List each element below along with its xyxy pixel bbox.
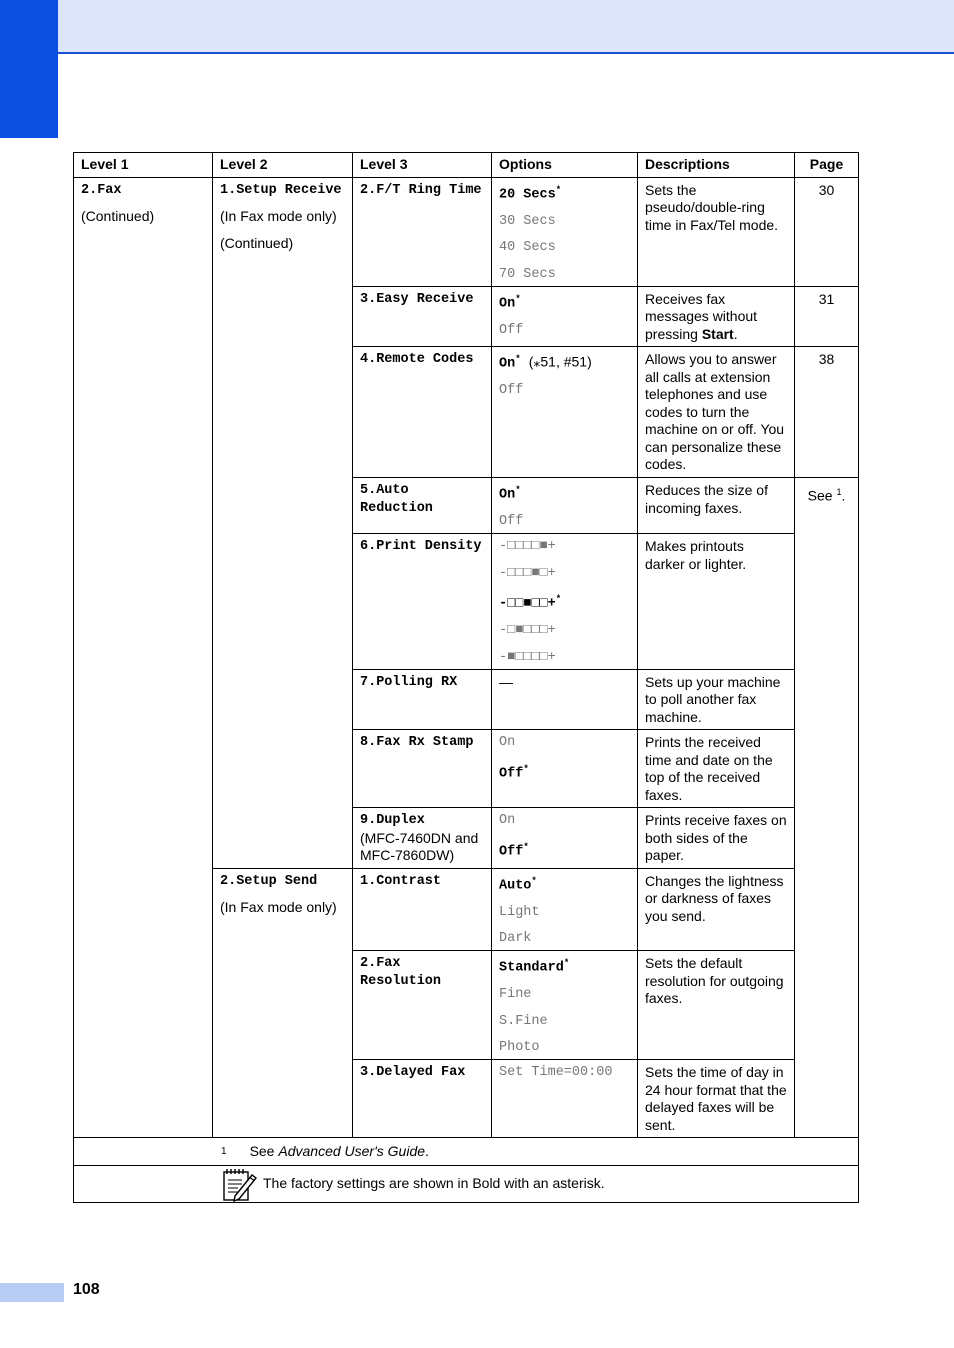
description-cell: Sets the time of day in 24 hour format that the delayed faxes will be sent. bbox=[638, 1060, 795, 1138]
level2-cell bbox=[213, 177, 353, 868]
level3-cell bbox=[353, 478, 492, 534]
options-cell bbox=[492, 478, 638, 534]
option: Off bbox=[499, 514, 524, 529]
page-see-label: See bbox=[807, 487, 833, 504]
level2-name: 1.Setup Receive bbox=[220, 182, 342, 198]
description-cell: Prints the received time and date on the top of the received faxes. bbox=[638, 730, 795, 808]
option-default bbox=[499, 955, 630, 977]
page-cell: 30 bbox=[795, 177, 859, 286]
level3-cell bbox=[353, 1060, 492, 1138]
default-asterisk: * bbox=[523, 763, 529, 774]
level3-name: 3.Delayed Fax bbox=[360, 1065, 466, 1080]
table-row bbox=[74, 177, 859, 286]
page-number: 108 bbox=[73, 1281, 100, 1298]
options-cell bbox=[492, 534, 638, 670]
option-default bbox=[499, 291, 630, 313]
option: S.Fine bbox=[499, 1013, 548, 1029]
level3-cell bbox=[353, 730, 492, 808]
level3-name: 3.Easy Receive bbox=[360, 291, 474, 307]
remote-code-values: (⁎51, #51) bbox=[528, 353, 592, 370]
menu-table bbox=[73, 152, 859, 1203]
col-header-level2: Level 2 bbox=[213, 153, 353, 178]
options-cell bbox=[492, 951, 638, 1060]
default-asterisk: * bbox=[555, 184, 562, 195]
footnote-cell bbox=[74, 1138, 859, 1166]
page-cell: 31 bbox=[795, 286, 859, 347]
description-cell: Makes printouts darker or lighter. bbox=[638, 534, 795, 670]
option-none: — bbox=[499, 673, 513, 690]
level1-note: (Continued) bbox=[81, 208, 155, 224]
level3-cell bbox=[353, 286, 492, 347]
level3-name: 9.Duplex bbox=[360, 813, 425, 828]
description-cell: Sets up your machine to poll another fax machine. bbox=[638, 669, 795, 730]
level2-cell bbox=[213, 868, 353, 1138]
option: -□□□■□+ bbox=[499, 565, 556, 581]
header-band bbox=[0, 0, 954, 54]
footnote-suffix: . bbox=[425, 1143, 429, 1159]
footnote-text bbox=[250, 1143, 429, 1159]
description-cell: Sets the pseudo/double-ring time in Fax/Tel mode. bbox=[638, 177, 795, 286]
level3-name: 2.F/T Ring Time bbox=[360, 182, 482, 198]
col-header-level1: Level 1 bbox=[74, 153, 213, 178]
col-header-page: Page bbox=[795, 153, 859, 178]
option: 30 Secs bbox=[499, 213, 556, 229]
option: On bbox=[499, 813, 516, 828]
description-end: . bbox=[733, 325, 738, 342]
option: 70 Secs bbox=[499, 266, 556, 282]
options-cell bbox=[492, 669, 638, 730]
description-cell: Reduces the size of incoming faxes. bbox=[638, 478, 795, 534]
level3-cell bbox=[353, 347, 492, 478]
level2-note: (In Fax mode only) bbox=[220, 208, 337, 224]
option: -□□□□■+ bbox=[499, 539, 556, 554]
description-cell: Prints receive faxes on both sides of the paper. bbox=[638, 808, 795, 869]
option: -□■□□□+ bbox=[499, 623, 556, 638]
level3-cell bbox=[353, 868, 492, 951]
options-cell bbox=[492, 730, 638, 808]
level3-name: 2.Fax Resolution bbox=[360, 956, 442, 989]
model-note: (MFC-7460DN and MFC-7860DW) bbox=[360, 829, 479, 863]
option-default bbox=[499, 839, 630, 861]
options-cell bbox=[492, 868, 638, 951]
level2-name: 2.Setup Send bbox=[220, 873, 318, 889]
option: 40 Secs bbox=[499, 240, 556, 255]
level1-name: 2.Fax bbox=[81, 182, 122, 198]
option-label: -□□■□□+ bbox=[499, 596, 556, 612]
note-text: The factory settings are shown in Bold with an asterisk. bbox=[263, 1174, 605, 1191]
option-label: Auto bbox=[499, 878, 532, 893]
option-default bbox=[499, 482, 630, 504]
option: Light bbox=[499, 904, 540, 920]
option: Off bbox=[499, 383, 524, 398]
description-cell bbox=[638, 286, 795, 347]
col-header-level3: Level 3 bbox=[353, 153, 492, 178]
option: Photo bbox=[499, 1040, 540, 1055]
option-label: On bbox=[499, 356, 516, 372]
option-label: Off bbox=[499, 766, 524, 781]
options-cell bbox=[492, 1060, 638, 1138]
col-header-options: Options bbox=[492, 153, 638, 178]
option-label: On bbox=[499, 296, 516, 311]
options-cell bbox=[492, 286, 638, 347]
options-cell bbox=[492, 808, 638, 869]
description-text: Receives fax messages without pressing bbox=[645, 290, 758, 342]
option-label: Standard bbox=[499, 960, 564, 976]
option: -■□□□□+ bbox=[499, 649, 556, 665]
level3-cell bbox=[353, 808, 492, 869]
option-label: On bbox=[499, 487, 516, 503]
level3-name: 7.Polling RX bbox=[360, 674, 458, 690]
description-cell: Changes the lightness or darkness of faxes you send. bbox=[638, 868, 795, 951]
option-default bbox=[499, 351, 630, 373]
level3-cell bbox=[353, 534, 492, 670]
option-label: 20 Secs bbox=[499, 187, 556, 202]
option-default bbox=[499, 591, 630, 613]
description-cell: Sets the default resolution for outgoing faxes. bbox=[638, 951, 795, 1060]
level3-name: 4.Remote Codes bbox=[360, 352, 474, 367]
guide-title: Advanced User's Guide bbox=[278, 1143, 426, 1159]
option: Fine bbox=[499, 987, 532, 1002]
note bbox=[221, 1166, 851, 1202]
level3-name: 5.Auto Reduction bbox=[360, 483, 433, 516]
level2-note: (In Fax mode only) bbox=[220, 899, 337, 915]
level3-name: 8.Fax Rx Stamp bbox=[360, 735, 474, 750]
note-row bbox=[74, 1165, 859, 1202]
footnote-mark: 1 bbox=[221, 1146, 227, 1157]
note-cell bbox=[74, 1165, 859, 1202]
default-asterisk: * bbox=[515, 293, 521, 304]
options-cell bbox=[492, 347, 638, 478]
footnote-row bbox=[74, 1138, 859, 1166]
default-asterisk: * bbox=[531, 875, 537, 886]
default-asterisk: * bbox=[515, 485, 521, 495]
level3-cell bbox=[353, 177, 492, 286]
level3-cell bbox=[353, 951, 492, 1060]
options-cell bbox=[492, 177, 638, 286]
level2-note: (Continued) bbox=[220, 234, 294, 251]
default-asterisk: * bbox=[523, 841, 529, 852]
page-cell: 38 bbox=[795, 347, 859, 478]
start-key-label: Start bbox=[701, 325, 734, 342]
footnote-prefix: See bbox=[249, 1143, 279, 1159]
level3-name: 1.Contrast bbox=[360, 873, 442, 889]
level1-cell bbox=[74, 177, 213, 1138]
default-asterisk: * bbox=[515, 354, 521, 364]
col-header-descriptions: Descriptions bbox=[638, 153, 795, 178]
note-pencil-icon bbox=[221, 1166, 257, 1202]
page-number-band bbox=[0, 1283, 64, 1302]
option: On bbox=[499, 735, 516, 750]
level3-cell bbox=[353, 669, 492, 730]
option-label: Off bbox=[499, 844, 524, 859]
level3-name: 6.Print Density bbox=[360, 539, 482, 554]
default-asterisk: * bbox=[563, 958, 570, 968]
option-default bbox=[499, 761, 630, 783]
option: Dark bbox=[499, 931, 532, 946]
default-asterisk: * bbox=[555, 594, 562, 604]
header-row bbox=[74, 153, 859, 178]
page-cell: See $^1$. bbox=[795, 478, 859, 1138]
option-default bbox=[499, 873, 630, 895]
footnote-ref: 1 bbox=[836, 487, 842, 497]
option: Set Time=00:00 bbox=[499, 1065, 613, 1080]
option-default bbox=[499, 182, 630, 204]
option: Off bbox=[499, 322, 524, 338]
description-cell: Allows you to answer all calls at extension telephones and use codes to turn the machine on or off. You can personalize these codes. bbox=[638, 347, 795, 478]
chapter-tab bbox=[0, 0, 58, 138]
